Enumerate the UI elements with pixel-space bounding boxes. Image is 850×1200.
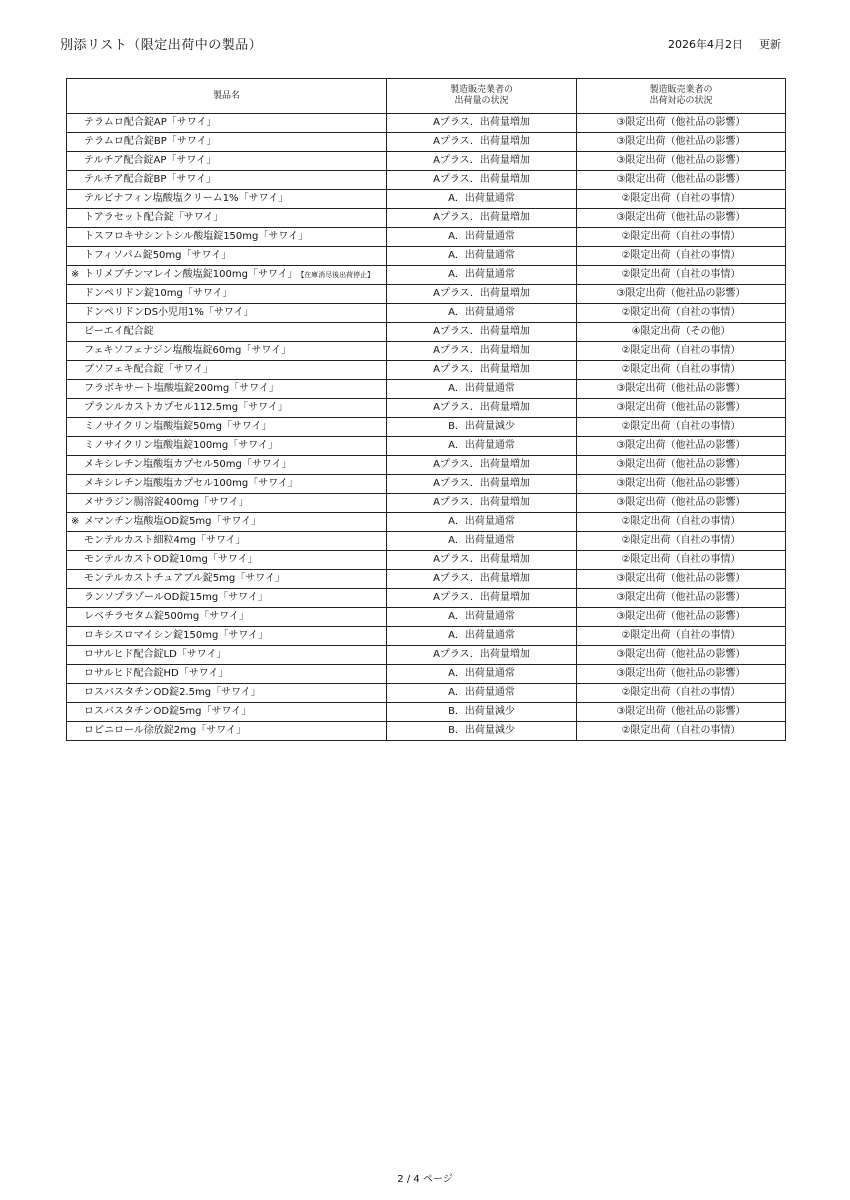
response-status-cell: ③限定出荷（他社品の影響） — [577, 665, 786, 684]
shipment-status-cell: B．出荷量減少 — [387, 703, 577, 722]
product-name-cell — [67, 513, 387, 532]
product-name: メマンチン塩酸塩OD錠5mg「サワイ」 — [84, 516, 262, 527]
response-status-cell: ③限定出荷（他社品の影響） — [577, 171, 786, 190]
document-title: 別添リスト（限定出荷中の製品） — [60, 38, 263, 53]
product-name: フラボキサート塩酸塩錠200mg「サワイ」 — [84, 383, 279, 394]
product-name: メキシレチン塩酸塩カプセル50mg「サワイ」 — [84, 459, 292, 470]
product-name: トスフロキサシントシル酸塩錠150mg「サワイ」 — [84, 231, 309, 242]
shipment-status-cell: A．出荷量通常 — [387, 627, 577, 646]
shipment-status-cell: Aプラス．出荷量増加 — [387, 323, 577, 342]
shipment-status-cell: A．出荷量通常 — [387, 266, 577, 285]
product-name: テルチア配合錠AP「サワイ」 — [84, 155, 217, 166]
product-name-cell — [67, 285, 387, 304]
product-name-cell — [67, 665, 387, 684]
response-status-cell: ②限定出荷（自社の事情） — [577, 190, 786, 209]
table-header-row — [67, 79, 786, 114]
product-name-cell — [67, 323, 387, 342]
table-row — [67, 342, 786, 361]
product-name-cell — [67, 209, 387, 228]
shipment-status-cell: Aプラス．出荷量増加 — [387, 361, 577, 380]
shipment-status-cell: A．出荷量通常 — [387, 228, 577, 247]
table-row — [67, 114, 786, 133]
product-name-cell — [67, 551, 387, 570]
product-name-cell — [67, 114, 387, 133]
product-name-cell — [67, 171, 387, 190]
response-status-cell: ②限定出荷（自社の事情） — [577, 532, 786, 551]
product-name: ドンペリドン錠10mg「サワイ」 — [84, 288, 233, 299]
product-name: ロスバスタチンOD錠5mg「サワイ」 — [84, 706, 252, 717]
product-name: メサラジン腸溶錠400mg「サワイ」 — [84, 497, 249, 508]
table-row — [67, 532, 786, 551]
shipment-status-cell: Aプラス．出荷量増加 — [387, 551, 577, 570]
table-row — [67, 570, 786, 589]
table-row — [67, 475, 786, 494]
table-row — [67, 190, 786, 209]
product-name-cell — [67, 133, 387, 152]
table-row — [67, 494, 786, 513]
shipment-status-cell: Aプラス．出荷量増加 — [387, 589, 577, 608]
product-name: モンテルカストOD錠10mg「サワイ」 — [84, 554, 258, 565]
table-row — [67, 551, 786, 570]
table-row — [67, 722, 786, 741]
response-status-cell: ③限定出荷（他社品の影響） — [577, 399, 786, 418]
product-name-cell — [67, 247, 387, 266]
table-row — [67, 285, 786, 304]
shipment-status-cell: A．出荷量通常 — [387, 608, 577, 627]
date-text: 2026年4月2日 — [668, 38, 743, 51]
response-status-cell: ③限定出荷（他社品の影響） — [577, 285, 786, 304]
product-name: レベチラセタム錠500mg「サワイ」 — [84, 611, 249, 622]
product-name: ドンペリドンDS小児用1%「サワイ」 — [84, 307, 254, 318]
product-name-cell — [67, 494, 387, 513]
product-name: ロピニロール徐放錠2mg「サワイ」 — [84, 725, 246, 736]
table-row — [67, 361, 786, 380]
table-row — [67, 171, 786, 190]
shipment-status-cell: Aプラス．出荷量増加 — [387, 114, 577, 133]
shipment-status-cell: A．出荷量通常 — [387, 532, 577, 551]
table-row — [67, 665, 786, 684]
shipment-status-cell: A．出荷量通常 — [387, 304, 577, 323]
response-status-cell: ③限定出荷（他社品の影響） — [577, 437, 786, 456]
product-name: トアラセット配合錠「サワイ」 — [84, 212, 224, 223]
response-status-cell: ②限定出荷（自社の事情） — [577, 266, 786, 285]
column-header-product: 製品名 — [67, 79, 387, 114]
product-name: モンテルカストチュアブル錠5mg「サワイ」 — [84, 573, 285, 584]
product-name-cell — [67, 228, 387, 247]
product-name: ブソフェキ配合錠「サワイ」 — [84, 364, 214, 375]
product-name: メキシレチン塩酸塩カプセル100mg「サワイ」 — [84, 478, 298, 489]
product-name-cell — [67, 418, 387, 437]
table-body — [67, 114, 786, 741]
shipment-status-cell: A．出荷量通常 — [387, 513, 577, 532]
response-status-cell: ②限定出荷（自社の事情） — [577, 684, 786, 703]
product-name-cell — [67, 437, 387, 456]
table-row — [67, 399, 786, 418]
product-name: テラムロ配合錠AP「サワイ」 — [84, 117, 217, 128]
product-name-cell — [67, 570, 387, 589]
product-name-cell — [67, 152, 387, 171]
table-row — [67, 266, 786, 285]
response-status-cell: ③限定出荷（他社品の影響） — [577, 608, 786, 627]
response-status-cell: ②限定出荷（自社の事情） — [577, 627, 786, 646]
shipment-status-cell: Aプラス．出荷量増加 — [387, 152, 577, 171]
shipment-status-cell: Aプラス．出荷量増加 — [387, 475, 577, 494]
shipment-status-cell: Aプラス．出荷量増加 — [387, 133, 577, 152]
shipment-status-cell: Aプラス．出荷量増加 — [387, 494, 577, 513]
update-date — [668, 36, 781, 52]
shipment-status-cell: B．出荷量減少 — [387, 418, 577, 437]
shipment-status-cell: Aプラス．出荷量増加 — [387, 456, 577, 475]
response-status-cell: ②限定出荷（自社の事情） — [577, 551, 786, 570]
response-status-cell: ③限定出荷（他社品の影響） — [577, 703, 786, 722]
product-name: フェキソフェナジン塩酸塩錠60mg「サワイ」 — [84, 345, 292, 356]
product-name: ロスバスタチンOD錠2.5mg「サワイ」 — [84, 687, 261, 698]
product-table — [66, 78, 786, 741]
product-name-cell — [67, 703, 387, 722]
shipment-status-cell: Aプラス．出荷量増加 — [387, 342, 577, 361]
response-status-cell: ④限定出荷（その他） — [577, 323, 786, 342]
response-status-cell: ③限定出荷（他社品の影響） — [577, 589, 786, 608]
product-name: ミノサイクリン塩酸塩錠100mg「サワイ」 — [84, 440, 278, 451]
table-row — [67, 684, 786, 703]
product-name: ロキシスロマイシン錠150mg「サワイ」 — [84, 630, 269, 641]
product-name-cell — [67, 646, 387, 665]
table-row — [67, 133, 786, 152]
product-name: モンテルカスト細粒4mg「サワイ」 — [84, 535, 246, 546]
table-row — [67, 209, 786, 228]
response-status-cell: ③限定出荷（他社品の影響） — [577, 114, 786, 133]
response-status-cell: ③限定出荷（他社品の影響） — [577, 152, 786, 171]
response-status-cell: ③限定出荷（他社品の影響） — [577, 380, 786, 399]
table-row — [67, 703, 786, 722]
table-row — [67, 323, 786, 342]
response-status-cell: ②限定出荷（自社の事情） — [577, 304, 786, 323]
shipment-status-cell: Aプラス．出荷量増加 — [387, 171, 577, 190]
product-name-cell — [67, 456, 387, 475]
shipment-status-cell: A．出荷量通常 — [387, 684, 577, 703]
table-row — [67, 152, 786, 171]
product-name-cell — [67, 589, 387, 608]
response-status-cell: ③限定出荷（他社品の影響） — [577, 494, 786, 513]
product-name-cell — [67, 266, 387, 285]
product-name: テラムロ配合錠BP「サワイ」 — [84, 136, 217, 147]
shipment-status-cell: A．出荷量通常 — [387, 665, 577, 684]
table-row — [67, 513, 786, 532]
table-row — [67, 437, 786, 456]
product-name: ロサルヒド配合錠LD「サワイ」 — [84, 649, 227, 660]
response-status-cell: ②限定出荷（自社の事情） — [577, 722, 786, 741]
response-status-cell: ②限定出荷（自社の事情） — [577, 361, 786, 380]
table-row — [67, 228, 786, 247]
column-header-response-status: 製造販売業者の 出荷対応の状況 — [577, 79, 786, 114]
product-name: トフィソパム錠50mg「サワイ」 — [84, 250, 232, 261]
response-status-cell: ③限定出荷（他社品の影響） — [577, 475, 786, 494]
product-name-cell — [67, 342, 387, 361]
product-name: トリメブチンマレイン酸塩錠100mg「サワイ」 — [84, 269, 298, 280]
product-name-cell — [67, 475, 387, 494]
product-name-cell — [67, 684, 387, 703]
note-mark: ※ — [71, 516, 80, 527]
product-name: テルビナフィン塩酸塩クリーム1%「サワイ」 — [84, 193, 289, 204]
shipment-status-cell: A．出荷量通常 — [387, 190, 577, 209]
product-name-cell — [67, 361, 387, 380]
table-row — [67, 646, 786, 665]
product-name-cell — [67, 304, 387, 323]
product-name: テルチア配合錠BP「サワイ」 — [84, 174, 217, 185]
product-name-cell — [67, 722, 387, 741]
shipment-status-cell: Aプラス．出荷量増加 — [387, 285, 577, 304]
shipment-status-cell: A．出荷量通常 — [387, 247, 577, 266]
product-name-cell — [67, 532, 387, 551]
shipment-status-cell: A．出荷量通常 — [387, 437, 577, 456]
product-name-cell — [67, 608, 387, 627]
product-name: ランソプラゾールOD錠15mg「サワイ」 — [84, 592, 268, 603]
product-name: ビーエイ配合錠 — [84, 326, 154, 337]
shipment-status-cell: Aプラス．出荷量増加 — [387, 646, 577, 665]
product-name-cell — [67, 190, 387, 209]
table-row — [67, 247, 786, 266]
product-name-cell — [67, 399, 387, 418]
table-row — [67, 589, 786, 608]
table-row — [67, 380, 786, 399]
response-status-cell: ③限定出荷（他社品の影響） — [577, 133, 786, 152]
updated-label: 更新 — [759, 38, 781, 51]
shipment-status-cell: B．出荷量減少 — [387, 722, 577, 741]
table-row — [67, 418, 786, 437]
response-status-cell: ③限定出荷（他社品の影響） — [577, 456, 786, 475]
table-row — [67, 304, 786, 323]
note-mark: ※ — [71, 269, 80, 280]
shipment-status-cell: Aプラス．出荷量増加 — [387, 399, 577, 418]
product-name: ロサルヒド配合錠HD「サワイ」 — [84, 668, 229, 679]
response-status-cell: ②限定出荷（自社の事情） — [577, 342, 786, 361]
product-name: ミノサイクリン塩酸塩錠50mg「サワイ」 — [84, 421, 272, 432]
column-header-shipment-status: 製造販売業者の 出荷量の状況 — [387, 79, 577, 114]
product-name: プランルカストカプセル112.5mg「サワイ」 — [84, 402, 288, 413]
product-note: 【在庫消尽後出荷停止】 — [300, 271, 375, 279]
table-row — [67, 456, 786, 475]
page-number: 2 / 4 ページ — [397, 1174, 453, 1185]
shipment-status-cell: A．出荷量通常 — [387, 380, 577, 399]
product-name-cell — [67, 627, 387, 646]
response-status-cell: ②限定出荷（自社の事情） — [577, 228, 786, 247]
response-status-cell: ②限定出荷（自社の事情） — [577, 247, 786, 266]
table-row — [67, 627, 786, 646]
product-name-cell — [67, 380, 387, 399]
response-status-cell: ③限定出荷（他社品の影響） — [577, 646, 786, 665]
response-status-cell: ②限定出荷（自社の事情） — [577, 513, 786, 532]
response-status-cell: ③限定出荷（他社品の影響） — [577, 209, 786, 228]
table-row — [67, 608, 786, 627]
shipment-status-cell: Aプラス．出荷量増加 — [387, 570, 577, 589]
shipment-status-cell: Aプラス．出荷量増加 — [387, 209, 577, 228]
response-status-cell: ②限定出荷（自社の事情） — [577, 418, 786, 437]
response-status-cell: ③限定出荷（他社品の影響） — [577, 570, 786, 589]
